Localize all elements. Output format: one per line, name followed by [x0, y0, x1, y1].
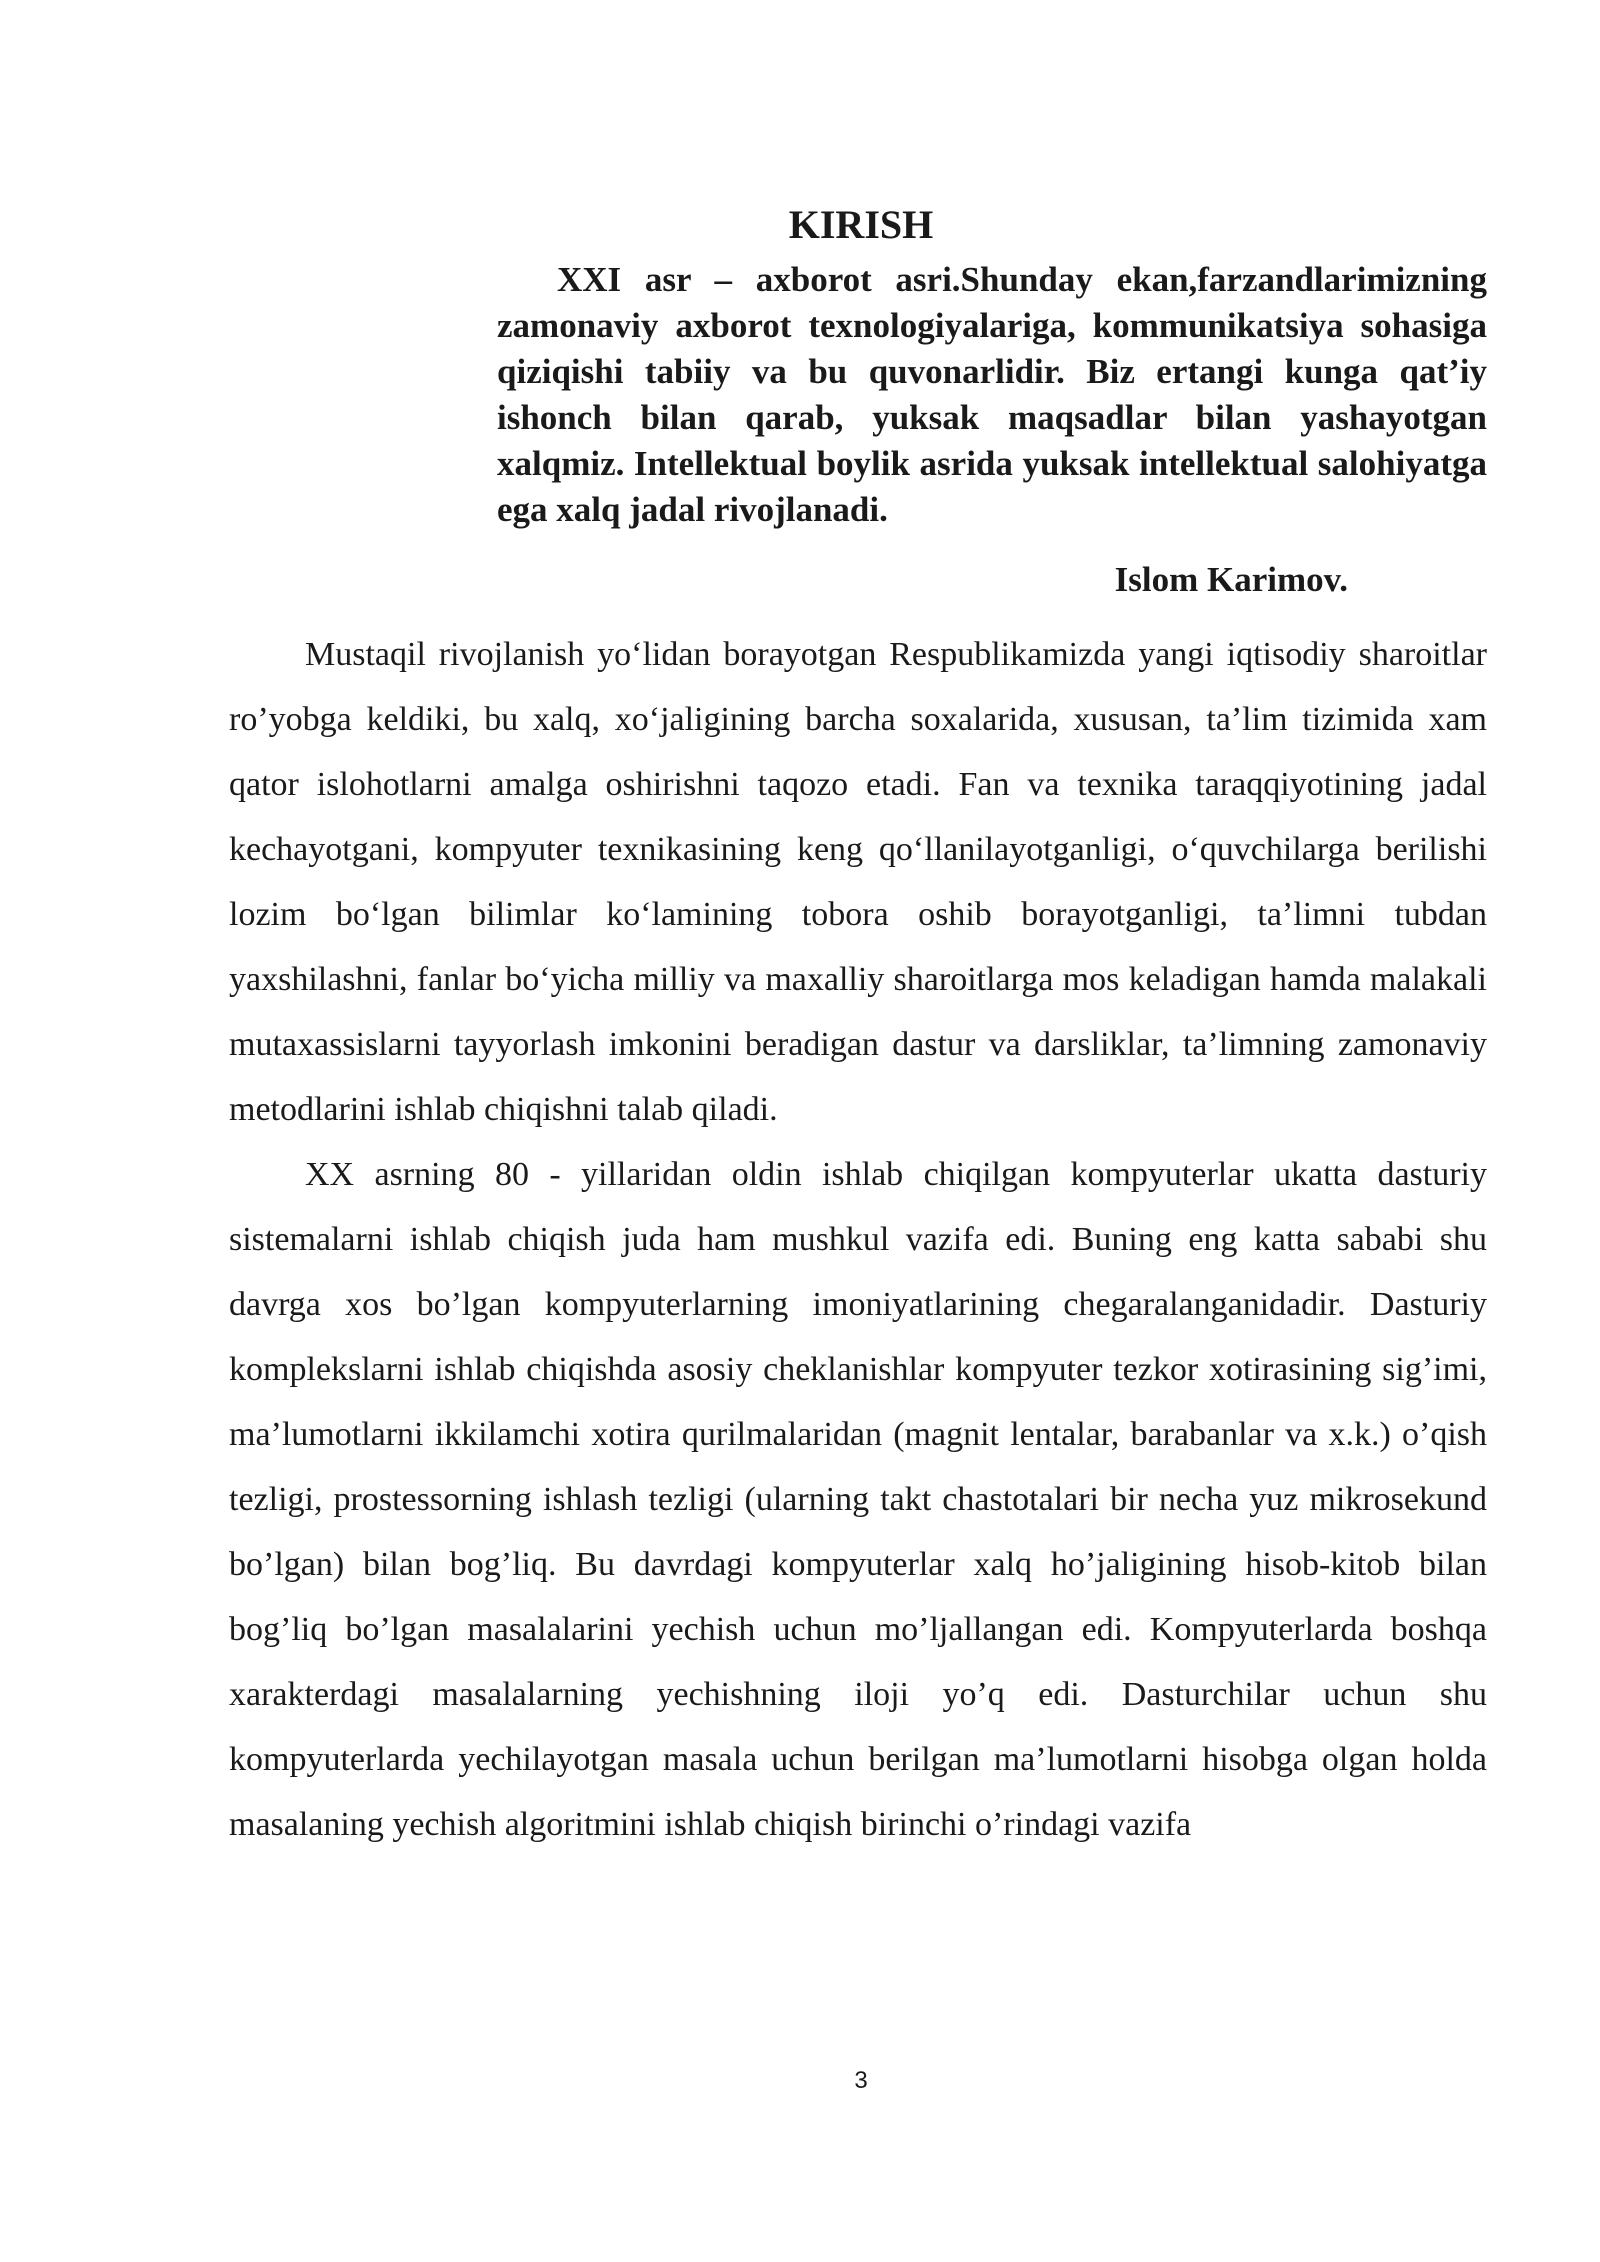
- body-text: [229, 622, 1487, 1857]
- paragraph: Mustaqil rivojlanish yo‘lidan borayotgan Respublikamizda yangi iqtisodiy sharoitlar ro’yobga keldiki, bu xalq, xo‘jaligining barcha soxalarida, xususan, ta’lim tizimida xam qator islohotlarni amalga oshirishni taqozo etadi. Fan va texnika taraqqiyotining jadal kechayotgani, kompyuter texnikasining keng qo‘llanilayotganligi, o‘quvchilarga berilishi lozim bo‘lgan bilimlar ko‘lamining tobora oshib borayotganligi, ta’limni tubdan yaxshilashni, fanlar bo‘yicha milliy va maxalliy sharoitlarga mos keladigan hamda malakali mutaxassislarni tayyorlash imkonini beradigan dastur va darsliklar, ta’limning zamonaviy metodlarini ishlab chiqishni talab qiladi.: [229, 636, 1487, 1128]
- page-number: 3: [854, 2067, 868, 2094]
- paragraph: XX asrning 80 - yillaridan oldin ishlab chiqilgan kompyuterlar ukatta dasturiy sistemalarni ishlab chiqish juda ham mushkul vazifa edi. Buning eng katta sababi shu davrga xos bo’lgan kompyuterlarning imoniyatlarining chegaralanganidadir. Dasturiy komplekslarni ishlab chiqishda asosiy cheklanishlar kompyuter tezkor xotirasining sig’imi, ma’lumotlarni ikkilamchi xotira qurilmalaridan (magnit lentalar, barabanlar va x.k.) o’qish tezligi, prostessorning ishlash tezligi (ularning takt chastotalari bir necha yuz mikrosekund bo’lgan) bilan bog’liq. Bu davrdagi kompyuterlar xalq ho’jaligining hisob-kitob bilan bog’liq bo’lgan masalalarini yechish uchun mo’ljallangan edi. Kompyuterlarda boshqa xarakterdagi masalalarning yechishning iloji yo’q edi. Dasturchilar uchun shu kompyuterlarda yechilayotgan masala uchun berilgan ma’lumotlarni hisobga olgan holda masalaning yechish algoritmini ishlab chiqish birinchi o’rindagi vazifa: [229, 1156, 1487, 1843]
- page-title: KIRISH: [788, 202, 934, 247]
- epigraph-author: Islom Karimov.: [1114, 560, 1348, 599]
- epigraph-quote: XXI asr – axborot asri.Shunday ekan,farzandlarimizning zamonaviy axborot texnologiyalariga, kommunikatsiya sohasiga qiziqishi tabiiy va bu quvonarlidir. Biz ertangi kunga qat’iy ishonch bilan qarab, yuksak maqsadlar bilan yashayotgan xalqmiz. Intellektual boylik asrida yuksak intellektual salohiyatga ega xalq jadal rivojlanadi.: [497, 260, 1487, 529]
